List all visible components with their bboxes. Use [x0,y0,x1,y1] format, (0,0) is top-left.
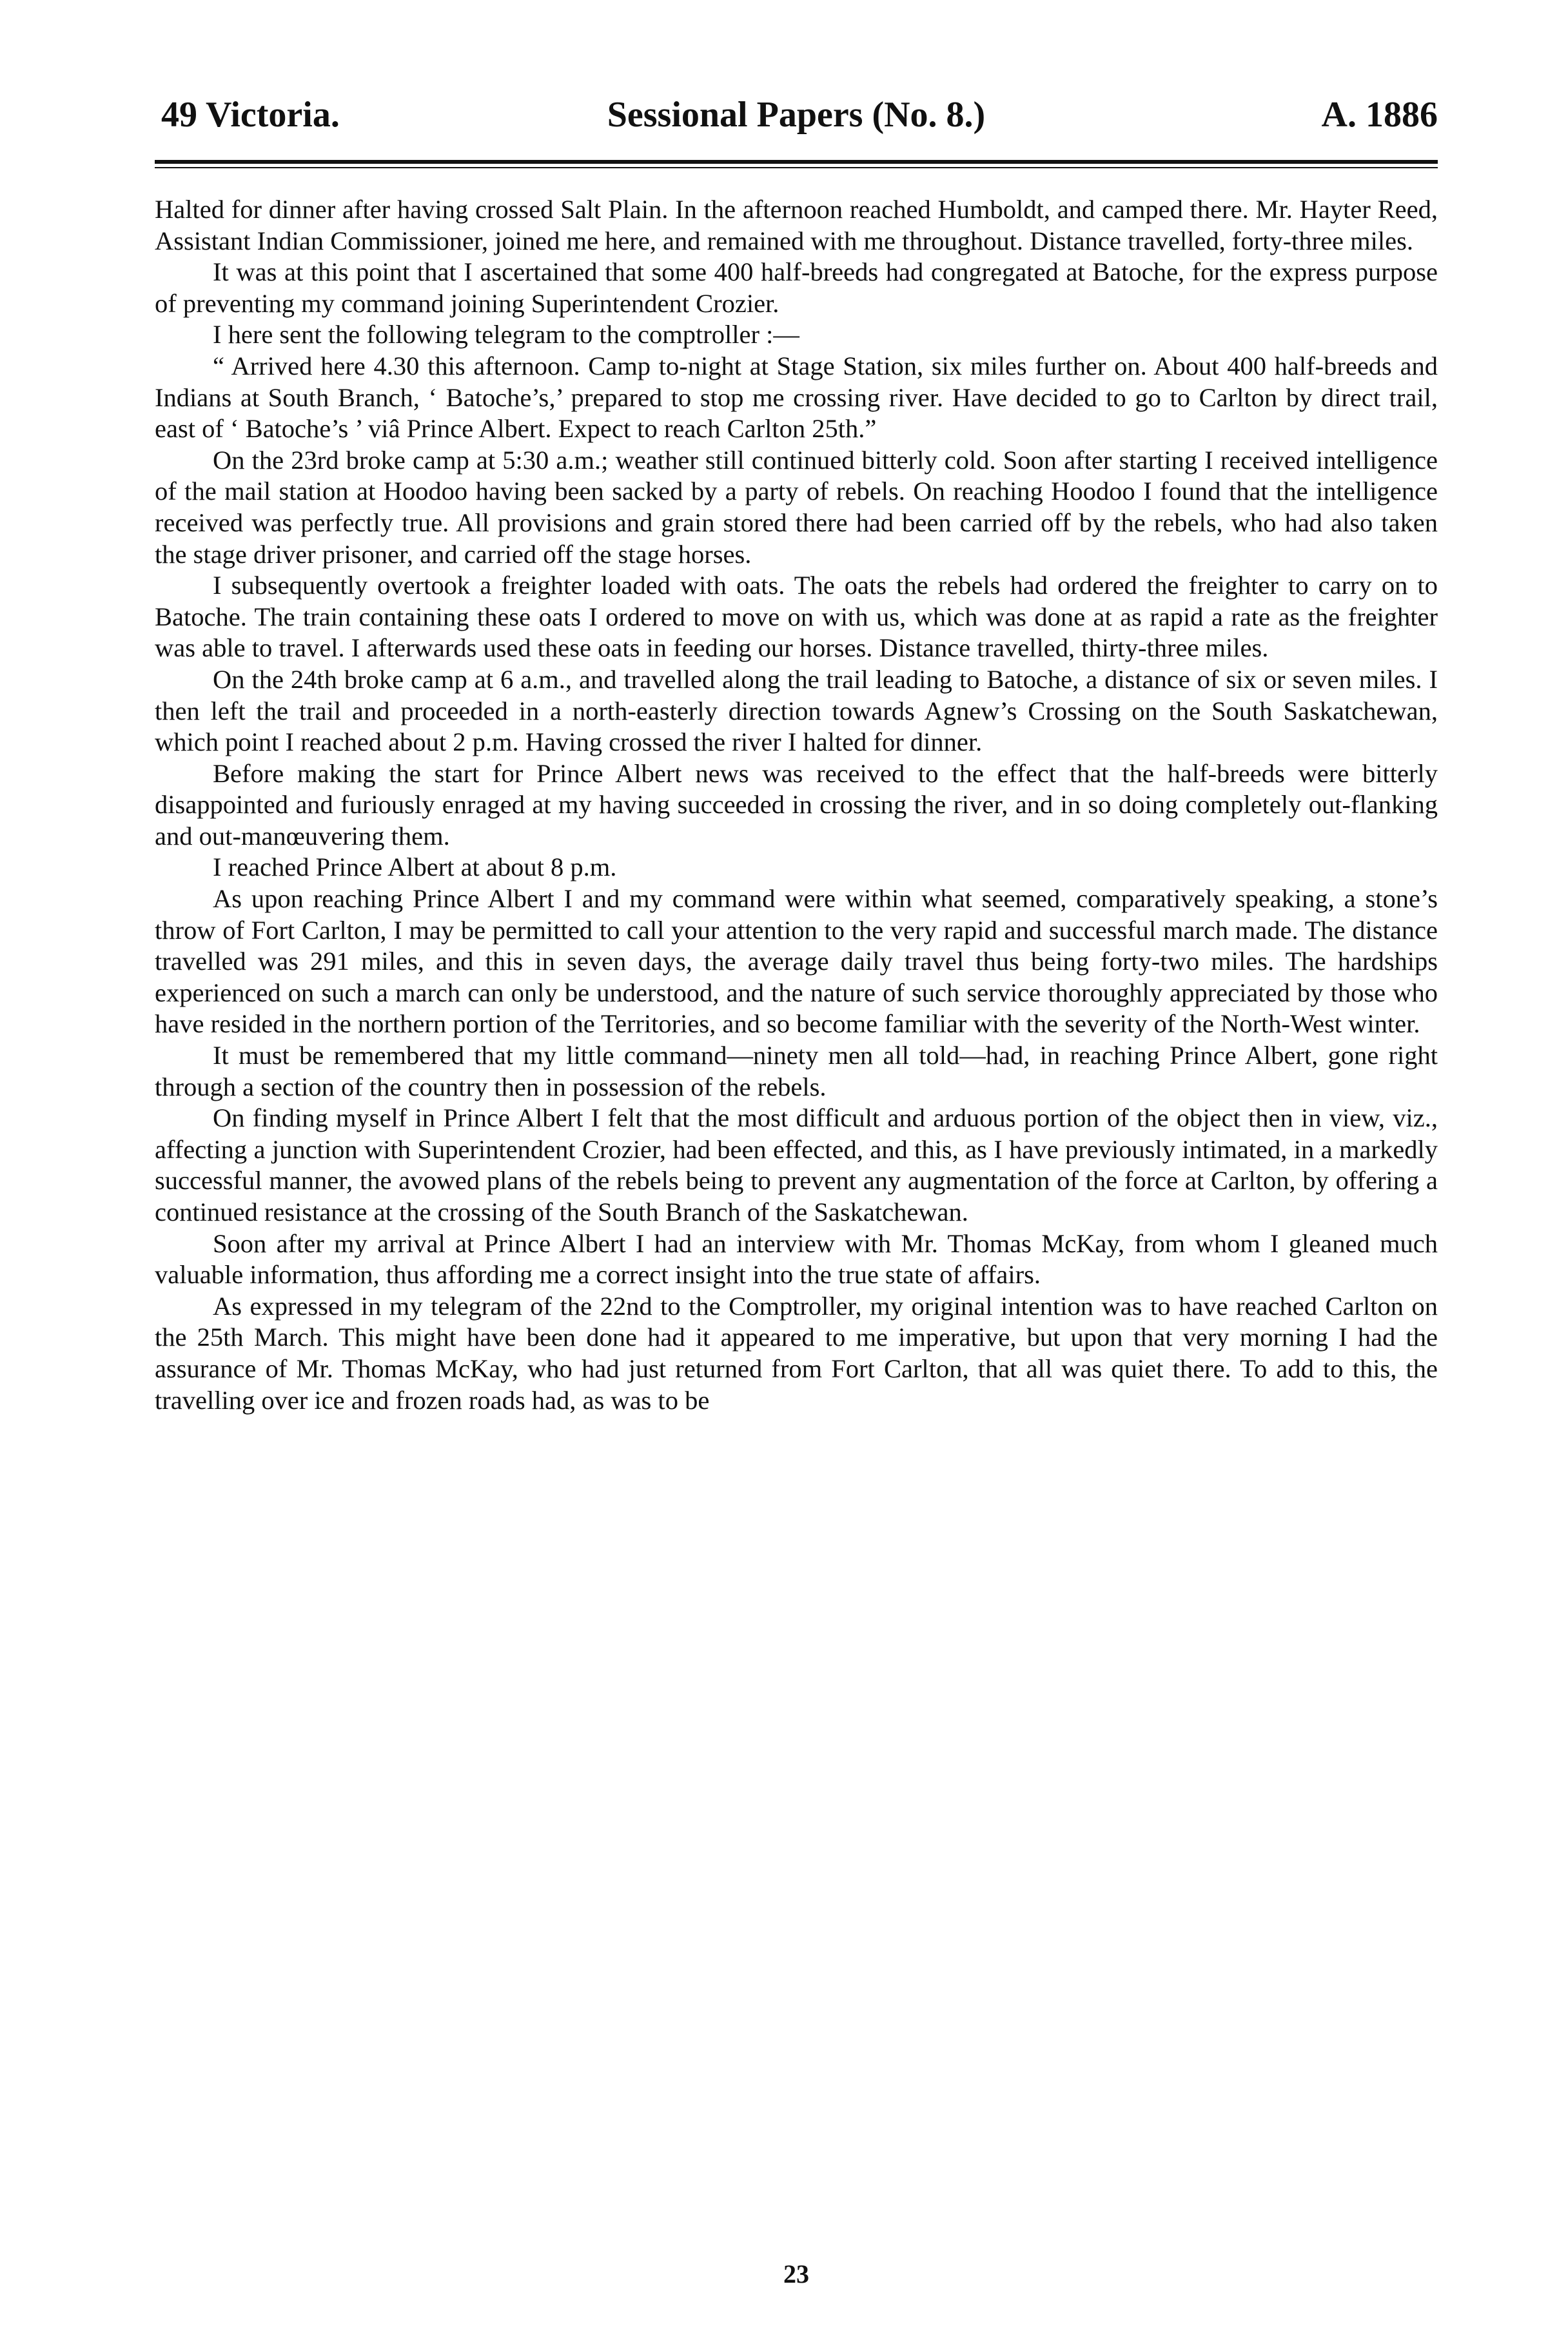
paragraph: Halted for dinner after having crossed Salt Plain. In the afternoon reached Humboldt, and camped there. Mr. Hayter Reed, Assistant Indian Commissioner, joined me here, and remained with me throughout. Distance travelled, forty-three miles. [155,195,1438,255]
body-text [155,194,1438,1416]
header-rule-thin [155,167,1438,168]
header-volume: 49 Victoria. [161,95,340,135]
document-page [155,77,1438,2302]
paragraph: I reached Prince Albert at about 8 p.m. [213,852,617,882]
paragraph: On the 24th broke camp at 6 a.m., and travelled along the trail leading to Batoche, a distance of six or seven miles. I then left the trail and proceeded in a north-easterly direction towards Agnew’s Crossing on the South Saskatchewan, which point I reached about 2 p.m. Having crossed the river I halted for dinner. [155,664,1438,757]
paragraph: “ Arrived here 4.30 this afternoon. Camp to-night at Stage Station, six miles further on. About 400 half-breeds and Indians at South Branch, ‘ Batoche’s,’ prepared to stop me crossing river. Have decided to go to Carlton by direct trail, east of ‘ Batoche’s ’ viâ Prince Albert. Expect to reach Carlton 25th.” [155,351,1438,444]
paragraph: On finding myself in Prince Albert I felt that the most difficult and arduous portion of the object then in view, viz., affecting a junction with Superintendent Crozier, had been effected, and this, as I have previously intimated, in a markedly successful manner, the avowed plans of the rebels being to prevent any augmentation of the force at Carlton, by offering a continued resistance at the crossing of the South Branch of the Saskatchewan. [155,1103,1438,1226]
header-series: Sessional Papers (No. 8.) [607,95,986,135]
paragraph: On the 23rd broke camp at 5:30 a.m.; weather still continued bitterly cold. Soon after starting I received intelligence of the mail station at Hoodoo having been sacked by a party of rebels. On reaching Hoodoo I found that the intelligence received was perfectly true. All provisions and grain stored there had been carried off by the rebels, who had also taken the stage driver prisoner, and carried off the stage horses. [155,445,1438,569]
paragraph: I here sent the following telegram to the comptroller :— [213,320,799,349]
paragraph: Before making the start for Prince Albert news was received to the effect that the half-breeds were bitterly disappointed and furiously enraged at my having succeeded in crossing the river, and in so doing completely out-flanking and out-manœuvering them. [155,758,1438,851]
header-rule-thick [155,160,1438,164]
paragraph: I subsequently overtook a freighter loaded with oats. The oats the rebels had ordered the freighter to carry on to Batoche. The train containing these oats I ordered to move on with us, which was done at as rapid a rate as the freighter was able to travel. I afterwards used these oats in feeding our horses. Distance travelled, thirty-three miles. [155,571,1438,663]
paragraph: It was at this point that I ascertained that some 400 half-breeds had congregated at Batoche, for the express purpose of preventing my command joining Superintendent Crozier. [155,257,1438,318]
paragraph: As expressed in my telegram of the 22nd to the Comptroller, my original intention was to have reached Carlton on the 25th March. This might have been done had it appeared to me imperative, but upon that very morning I had the assurance of Mr. Thomas McKay, who had just returned from Fort Carlton, that all was quiet there. To add to this, the travelling over ice and frozen roads had, as was to be [155,1291,1438,1415]
paragraph: As upon reaching Prince Albert I and my command were within what seemed, comparatively speaking, a stone’s throw of Fort Carlton, I may be permitted to call your attention to the very rapid and successful march made. The distance travelled was 291 miles, and this in seven days, the average daily travel thus being forty-two miles. The hardships experienced on such a march can only be understood, and the nature of such service thoroughly appreciated by those who have resided in the northern portion of the Territories, and so become familiar with the severity of the North-West winter. [155,884,1438,1039]
page-number: 23 [783,2259,809,2288]
paragraph: Soon after my arrival at Prince Albert I had an interview with Mr. Thomas McKay, from whom I gleaned much valuable information, thus affording me a correct insight into the true state of affairs. [155,1228,1438,1290]
running-head [155,77,1438,155]
paragraph: It must be remembered that my little command—ninety men all told—had, in reaching Prince Albert, gone right through a section of the country then in possession of the rebels. [155,1041,1438,1101]
header-year: A. 1886 [1321,95,1438,135]
